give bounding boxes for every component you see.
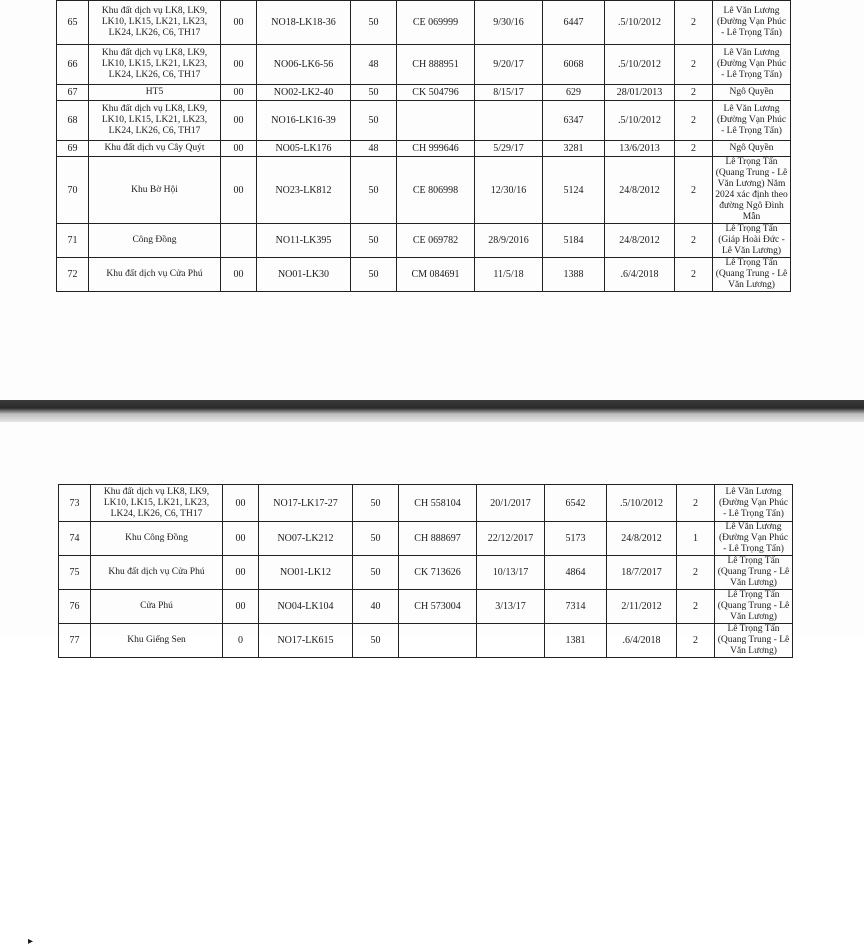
cell-cert-date: 10/13/17 xyxy=(477,556,545,590)
table-row xyxy=(59,624,793,658)
cell-area: Khu đất dịch vụ Cửa Phú xyxy=(89,258,221,292)
cell-cert-date: 8/15/17 xyxy=(475,85,543,101)
cell-date: 2/11/2012 xyxy=(607,590,677,624)
cell-num: 7314 xyxy=(545,590,607,624)
cell-cert-date xyxy=(477,624,545,658)
cell-no: 69 xyxy=(57,141,89,157)
cell-lot: NO16-LK16-39 xyxy=(257,101,351,141)
cell-size: 48 xyxy=(351,45,397,85)
cell-area: Khu đất dịch vụ Cây Quýt xyxy=(89,141,221,157)
cell-cert: CH 558104 xyxy=(399,485,477,522)
table-row xyxy=(59,522,793,556)
cell-cert xyxy=(397,101,475,141)
cell-cert: CK 504796 xyxy=(397,85,475,101)
table-row xyxy=(57,224,791,258)
cell-cert: CE 806998 xyxy=(397,157,475,224)
cell-street: Lê Trọng Tấn (Quang Trung - Lê Văn Lương) xyxy=(715,556,793,590)
cell-n: 2 xyxy=(675,141,713,157)
cell-street: Lê Trọng Tấn (Quang Trung - Lê Văn Lương) xyxy=(715,624,793,658)
cell-code: 00 xyxy=(221,258,257,292)
cell-lot: NO06-LK6-56 xyxy=(257,45,351,85)
cell-no: 71 xyxy=(57,224,89,258)
cell-num: 1388 xyxy=(543,258,605,292)
cell-date: .5/10/2012 xyxy=(605,45,675,85)
cell-lot: NO23-LK812 xyxy=(257,157,351,224)
cell-area: Khu đất dịch vụ LK8, LK9, LK10, LK15, LK21, LK23, LK24, LK26, C6, TH17 xyxy=(89,101,221,141)
cell-size: 50 xyxy=(351,224,397,258)
cell-cert: CH 888697 xyxy=(399,522,477,556)
cell-no: 73 xyxy=(59,485,91,522)
cell-size: 50 xyxy=(353,624,399,658)
cell-num: 629 xyxy=(543,85,605,101)
cell-size: 50 xyxy=(351,101,397,141)
cell-num: 6068 xyxy=(543,45,605,85)
cell-num: 5173 xyxy=(545,522,607,556)
cell-area: Khu đất dịch vụ LK8, LK9, LK10, LK15, LK21, LK23, LK24, LK26, C6, TH17 xyxy=(89,45,221,85)
cell-area: Khu Bờ Hội xyxy=(89,157,221,224)
cell-num: 3281 xyxy=(543,141,605,157)
table-row xyxy=(57,45,791,85)
cell-street: Lê Trọng Tấn (Quang Trung - Lê Văn Lương) xyxy=(715,590,793,624)
cell-num: 6542 xyxy=(545,485,607,522)
cell-lot: NO11-LK395 xyxy=(257,224,351,258)
cell-cert: CK 713626 xyxy=(399,556,477,590)
cell-street: Lê Trọng Tấn (Quang Trung - Lê Văn Lương) xyxy=(713,258,791,292)
cell-code: 00 xyxy=(223,485,259,522)
cell-lot: NO01-LK12 xyxy=(259,556,353,590)
cell-cert-date: 20/1/2017 xyxy=(477,485,545,522)
cell-area: Khu Công Đồng xyxy=(91,522,223,556)
cell-code: 00 xyxy=(221,45,257,85)
table-row xyxy=(57,101,791,141)
cell-area: Công Đồng xyxy=(89,224,221,258)
cell-n: 1 xyxy=(677,522,715,556)
cell-no: 66 xyxy=(57,45,89,85)
cell-cert-date xyxy=(475,101,543,141)
cell-area: Khu Giếng Sen xyxy=(91,624,223,658)
cell-no: 72 xyxy=(57,258,89,292)
cell-street: Lê Văn Lương (Đường Vạn Phúc - Lê Trọng Tấn) xyxy=(713,45,791,85)
cell-lot: NO05-LK176 xyxy=(257,141,351,157)
cell-n: 2 xyxy=(675,101,713,141)
cell-no: 68 xyxy=(57,101,89,141)
cell-date: .5/10/2012 xyxy=(605,101,675,141)
cell-size: 50 xyxy=(353,556,399,590)
cell-n: 2 xyxy=(677,624,715,658)
table-row xyxy=(57,85,791,101)
cell-date: 24/8/2012 xyxy=(607,522,677,556)
cell-cert-date: 11/5/18 xyxy=(475,258,543,292)
cell-date: .5/10/2012 xyxy=(607,485,677,522)
cell-n: 2 xyxy=(675,85,713,101)
cell-size: 48 xyxy=(351,141,397,157)
cell-area: Khu đất dịch vụ Cửa Phú xyxy=(91,556,223,590)
cell-n: 2 xyxy=(675,1,713,45)
cell-n: 2 xyxy=(677,556,715,590)
cell-street: Lê Văn Lương (Đường Vạn Phúc - Lê Trọng Tấn) xyxy=(713,101,791,141)
table-row xyxy=(57,1,791,45)
cell-code: 00 xyxy=(221,141,257,157)
cell-no: 74 xyxy=(59,522,91,556)
cell-street: Ngô Quyền xyxy=(713,141,791,157)
cell-street: Ngô Quyền xyxy=(713,85,791,101)
cell-date: 18/7/2017 xyxy=(607,556,677,590)
cell-date: .6/4/2018 xyxy=(605,258,675,292)
cell-no: 76 xyxy=(59,590,91,624)
cell-code: 00 xyxy=(221,1,257,45)
cell-cert: CE 069999 xyxy=(397,1,475,45)
table-row xyxy=(57,258,791,292)
cell-size: 50 xyxy=(351,85,397,101)
cell-lot: NO07-LK212 xyxy=(259,522,353,556)
table-row xyxy=(59,556,793,590)
cell-area: Khu đất dịch vụ LK8, LK9, LK10, LK15, LK21, LK23, LK24, LK26, C6, TH17 xyxy=(91,485,223,522)
cell-date: .5/10/2012 xyxy=(605,1,675,45)
cell-code: 00 xyxy=(223,590,259,624)
cell-n: 2 xyxy=(677,590,715,624)
cell-cert-date: 12/30/16 xyxy=(475,157,543,224)
cell-street: Lê Trọng Tấn (Quang Trung - Lê Văn Lương) Năm 2024 xác định theo đường Ngô Đình Mẫn xyxy=(713,157,791,224)
cell-area: HT5 xyxy=(89,85,221,101)
table-row xyxy=(57,157,791,224)
cell-street: Lê Văn Lương (Đường Vạn Phúc - Lê Trọng Tấn) xyxy=(713,1,791,45)
cell-lot: NO17-LK17-27 xyxy=(259,485,353,522)
cell-code: 00 xyxy=(221,101,257,141)
cell-cert-date: 5/29/17 xyxy=(475,141,543,157)
cell-cert xyxy=(399,624,477,658)
cell-date: .6/4/2018 xyxy=(607,624,677,658)
cell-size: 50 xyxy=(351,157,397,224)
land-table-bottom xyxy=(58,484,793,658)
cell-lot: NO04-LK104 xyxy=(259,590,353,624)
page-break-divider xyxy=(0,400,864,422)
document-page-top xyxy=(0,0,864,400)
cell-num: 5124 xyxy=(543,157,605,224)
table-row xyxy=(59,485,793,522)
cell-num: 5184 xyxy=(543,224,605,258)
cell-code: 00 xyxy=(221,157,257,224)
cell-date: 24/8/2012 xyxy=(605,224,675,258)
cell-cert-date: 9/20/17 xyxy=(475,45,543,85)
cell-size: 50 xyxy=(353,522,399,556)
cell-no: 70 xyxy=(57,157,89,224)
cell-lot: NO01-LK30 xyxy=(257,258,351,292)
cell-date: 24/8/2012 xyxy=(605,157,675,224)
table-row xyxy=(59,590,793,624)
cell-area: Cửa Phú xyxy=(91,590,223,624)
cell-cert: CE 069782 xyxy=(397,224,475,258)
cell-cert: CH 888951 xyxy=(397,45,475,85)
cell-cert-date: 22/12/2017 xyxy=(477,522,545,556)
cell-n: 2 xyxy=(677,485,715,522)
scan-mark: ▸ xyxy=(28,936,34,947)
cell-code: 0 xyxy=(223,624,259,658)
cell-cert: CH 999646 xyxy=(397,141,475,157)
cell-street: Lê Văn Lương (Đường Vạn Phúc - Lê Trọng Tấn) xyxy=(715,485,793,522)
cell-n: 2 xyxy=(675,224,713,258)
cell-num: 6347 xyxy=(543,101,605,141)
cell-lot: NO17-LK615 xyxy=(259,624,353,658)
cell-street: Lê Trọng Tấn (Giáp Hoài Đức - Lê Văn Lương) xyxy=(713,224,791,258)
cell-date: 28/01/2013 xyxy=(605,85,675,101)
cell-code: 00 xyxy=(223,556,259,590)
cell-num: 4864 xyxy=(545,556,607,590)
cell-street: Lê Văn Lương (Đường Vạn Phúc - Lê Trọng Tấn) xyxy=(715,522,793,556)
table-row xyxy=(57,141,791,157)
cell-no: 67 xyxy=(57,85,89,101)
cell-no: 75 xyxy=(59,556,91,590)
cell-num: 6447 xyxy=(543,1,605,45)
land-table-top xyxy=(56,0,791,292)
cell-cert-date: 3/13/17 xyxy=(477,590,545,624)
cell-size: 50 xyxy=(351,258,397,292)
cell-code xyxy=(221,224,257,258)
cell-size: 40 xyxy=(353,590,399,624)
cell-size: 50 xyxy=(353,485,399,522)
cell-date: 13/6/2013 xyxy=(605,141,675,157)
cell-no: 65 xyxy=(57,1,89,45)
cell-cert: CH 573004 xyxy=(399,590,477,624)
cell-cert: CM 084691 xyxy=(397,258,475,292)
cell-lot: NO02-LK2-40 xyxy=(257,85,351,101)
cell-area: Khu đất dịch vụ LK8, LK9, LK10, LK15, LK21, LK23, LK24, LK26, C6, TH17 xyxy=(89,1,221,45)
cell-n: 2 xyxy=(675,258,713,292)
cell-no: 77 xyxy=(59,624,91,658)
cell-lot: NO18-LK18-36 xyxy=(257,1,351,45)
cell-cert-date: 28/9/2016 xyxy=(475,224,543,258)
cell-n: 2 xyxy=(675,157,713,224)
cell-code: 00 xyxy=(221,85,257,101)
cell-size: 50 xyxy=(351,1,397,45)
cell-n: 2 xyxy=(675,45,713,85)
cell-cert-date: 9/30/16 xyxy=(475,1,543,45)
cell-code: 00 xyxy=(223,522,259,556)
cell-num: 1381 xyxy=(545,624,607,658)
